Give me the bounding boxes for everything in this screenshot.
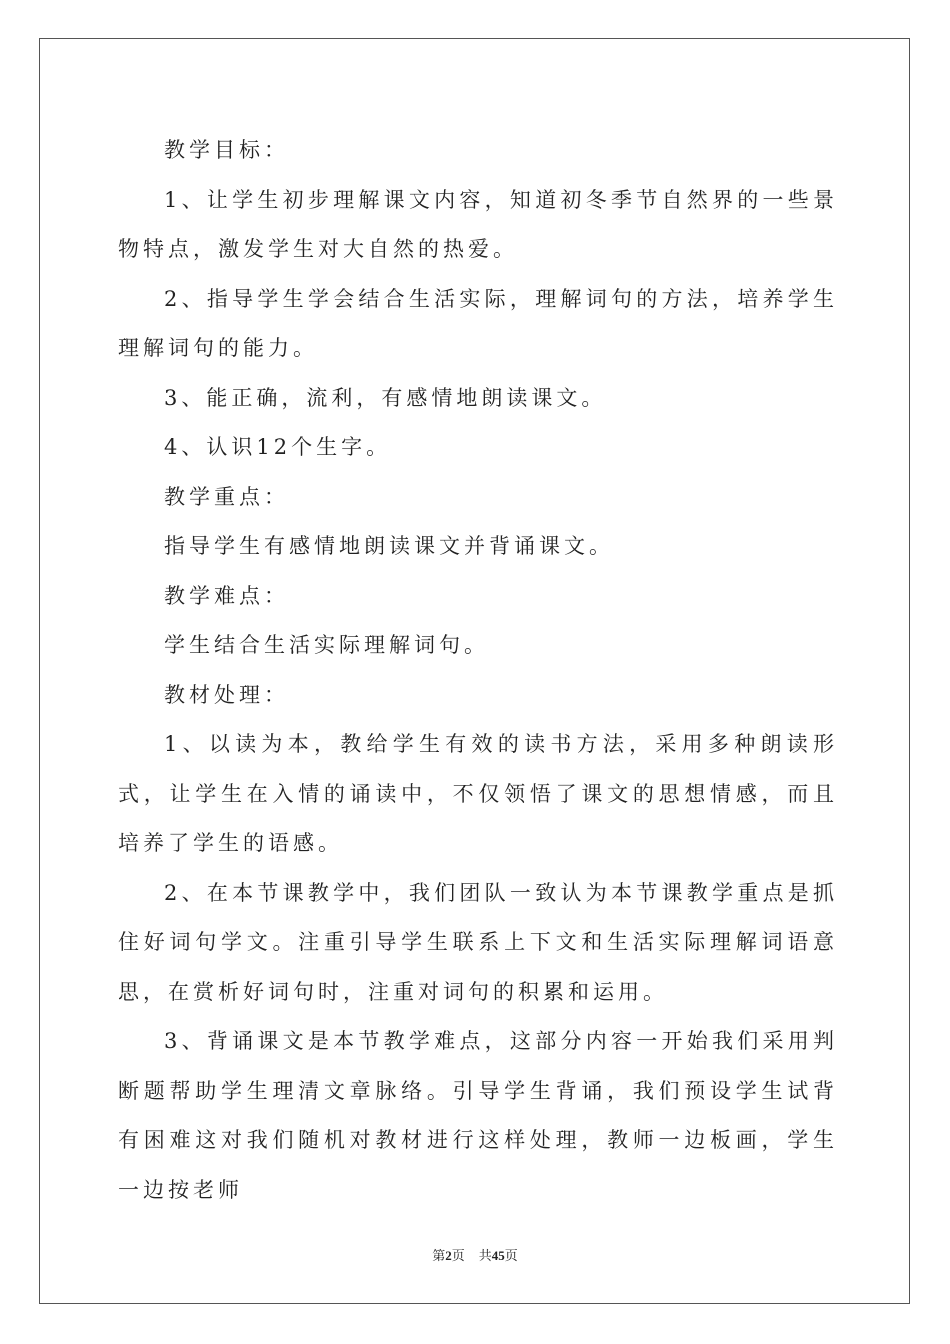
heading-teaching-focus: 教学重点： <box>164 484 289 509</box>
goal-item-1: 1、让学生初步理解课文内容，知道初冬季节自然界的一些景物特点，激发学生对大自然的热爱。 <box>118 187 838 261</box>
page-footer <box>0 1245 950 1264</box>
goal-item-4: 4、认识12个生字。 <box>164 435 392 459</box>
page-suffix: 页 <box>451 1249 465 1264</box>
heading-material-processing: 教材处理： <box>164 682 289 707</box>
material-item-2: 2、在本节课教学中，我们团队一致认为本节课教学重点是抓住好词句学文。注重引导学生联系上下文和生活实际理解词语意思，在赏析好词句时，注重对词句的积累和运用。 <box>118 880 838 1004</box>
total-prefix: 共 <box>478 1249 492 1264</box>
page-number: 2 <box>445 1248 452 1263</box>
heading-teaching-goals: 教学目标： <box>164 138 289 162</box>
goal-item-2: 2、指导学生学会结合生活实际，理解词句的方法，培养学生理解词句的能力。 <box>118 286 838 360</box>
document-body <box>118 126 838 1215</box>
material-item-1: 1、以读为本，教给学生有效的读书方法，采用多种朗读形式，让学生在入情的诵读中，不仅领悟了课文的思想情感，而且培养了学生的语感。 <box>118 732 838 855</box>
total-suffix: 页 <box>504 1249 518 1264</box>
page-prefix: 第 <box>432 1249 446 1264</box>
goal-item-3: 3、能正确，流利，有感情地朗读课文。 <box>164 385 607 410</box>
heading-teaching-difficulty: 教学难点： <box>164 583 289 608</box>
material-item-3: 3、背诵课文是本节教学难点，这部分内容一开始我们采用判断题帮助学生理清文章脉络。引导学生背诵，我们预设学生试背有困难这对我们随机对教材进行这样处理，教师一边板画，学生一边按老师 <box>118 1029 838 1202</box>
teaching-difficulty-text: 学生结合生活实际理解词句。 <box>164 633 489 657</box>
teaching-focus-text: 指导学生有感情地朗读课文并背诵课文。 <box>164 534 614 558</box>
total-pages: 45 <box>491 1248 505 1263</box>
